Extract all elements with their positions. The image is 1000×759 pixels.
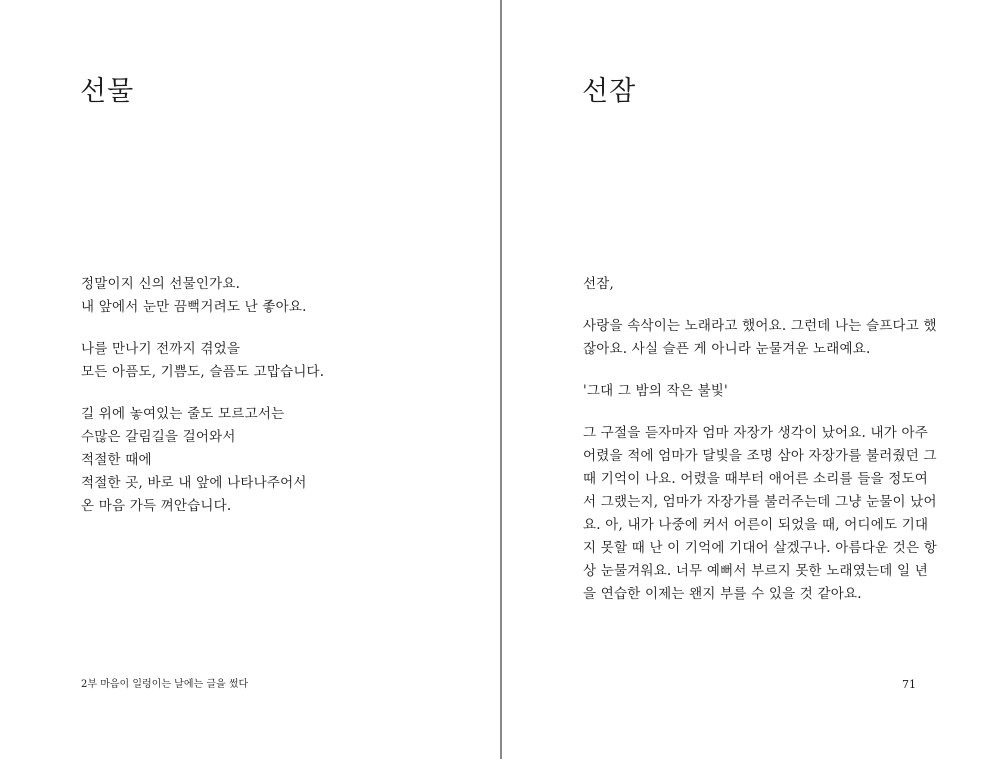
running-footer: 2부 마음이 일렁이는 날에는 글을 썼다 bbox=[81, 679, 249, 690]
poem-body bbox=[81, 273, 421, 518]
poem-line: 정말이지 신의 선물인가요. bbox=[81, 276, 241, 292]
essay-line: 어렸을 적에 엄마가 달빛을 조명 삼아 자장가를 불러줬던 그 bbox=[583, 448, 937, 464]
poem-stanza bbox=[81, 273, 421, 319]
right-page-title: 선잠 bbox=[582, 76, 637, 107]
essay-body bbox=[583, 273, 935, 606]
essay-line: 상 눈물겨워요. 너무 예뻐서 부르지 못한 노래였는데 일 년 bbox=[583, 563, 928, 579]
poem-line: 온 마음 가득 껴안습니다. bbox=[81, 498, 232, 514]
poem-line: 모든 아픔도, 기쁨도, 슬픔도 고맙습니다. bbox=[81, 364, 325, 380]
essay-paragraph bbox=[583, 380, 935, 403]
essay-line: 그 구절을 듣자마자 엄마 자장가 생각이 났어요. 내가 아주 bbox=[583, 425, 928, 441]
essay-line: 때 기억이 나요. 어렸을 때부터 애어른 소리를 들을 정도여 bbox=[583, 471, 928, 487]
poem-line: 내 앞에서 눈만 끔뻑거려도 난 좋아요. bbox=[81, 299, 307, 315]
essay-line: 선잠, bbox=[583, 276, 614, 292]
right-page bbox=[502, 0, 1000, 759]
essay-paragraph bbox=[583, 315, 935, 361]
poem-line: 나를 만나기 전까지 겪었을 bbox=[81, 341, 241, 357]
poem-line: 길 위에 놓여있는 줄도 모르고서는 bbox=[81, 406, 285, 422]
poem-line: 적절한 때에 bbox=[81, 452, 152, 468]
essay-line: 사랑을 속삭이는 노래라고 했어요. 그런데 나는 슬프다고 했 bbox=[583, 318, 937, 334]
page-number: 71 bbox=[902, 678, 916, 691]
essay-line: 지 못할 때 난 이 기억에 기대어 살겠구나. 아름다운 것은 항 bbox=[583, 540, 937, 556]
essay-line: 서 그랬는지, 엄마가 자장가를 불러주는데 그냥 눈물이 났어 bbox=[583, 494, 937, 510]
poem-stanza bbox=[81, 338, 421, 384]
essay-line: 요. 아, 내가 나중에 커서 어른이 되었을 때, 어디에도 기대 bbox=[583, 517, 929, 533]
left-page-title: 선물 bbox=[80, 76, 135, 107]
poem-stanza bbox=[81, 403, 421, 518]
poem-line: 수많은 갈림길을 걸어와서 bbox=[81, 429, 236, 445]
essay-paragraph bbox=[583, 273, 935, 296]
poem-line: 적절한 곳, 바로 내 앞에 나타나주어서 bbox=[81, 475, 307, 491]
essay-paragraph bbox=[583, 422, 935, 606]
essay-line: 잖아요. 사실 슬픈 게 아니라 눈물겨운 노래예요. bbox=[583, 341, 871, 357]
essay-line: '그대 그 밤의 작은 불빛' bbox=[583, 383, 728, 399]
essay-line: 을 연습한 이제는 왠지 부를 수 있을 것 같아요. bbox=[583, 586, 862, 602]
